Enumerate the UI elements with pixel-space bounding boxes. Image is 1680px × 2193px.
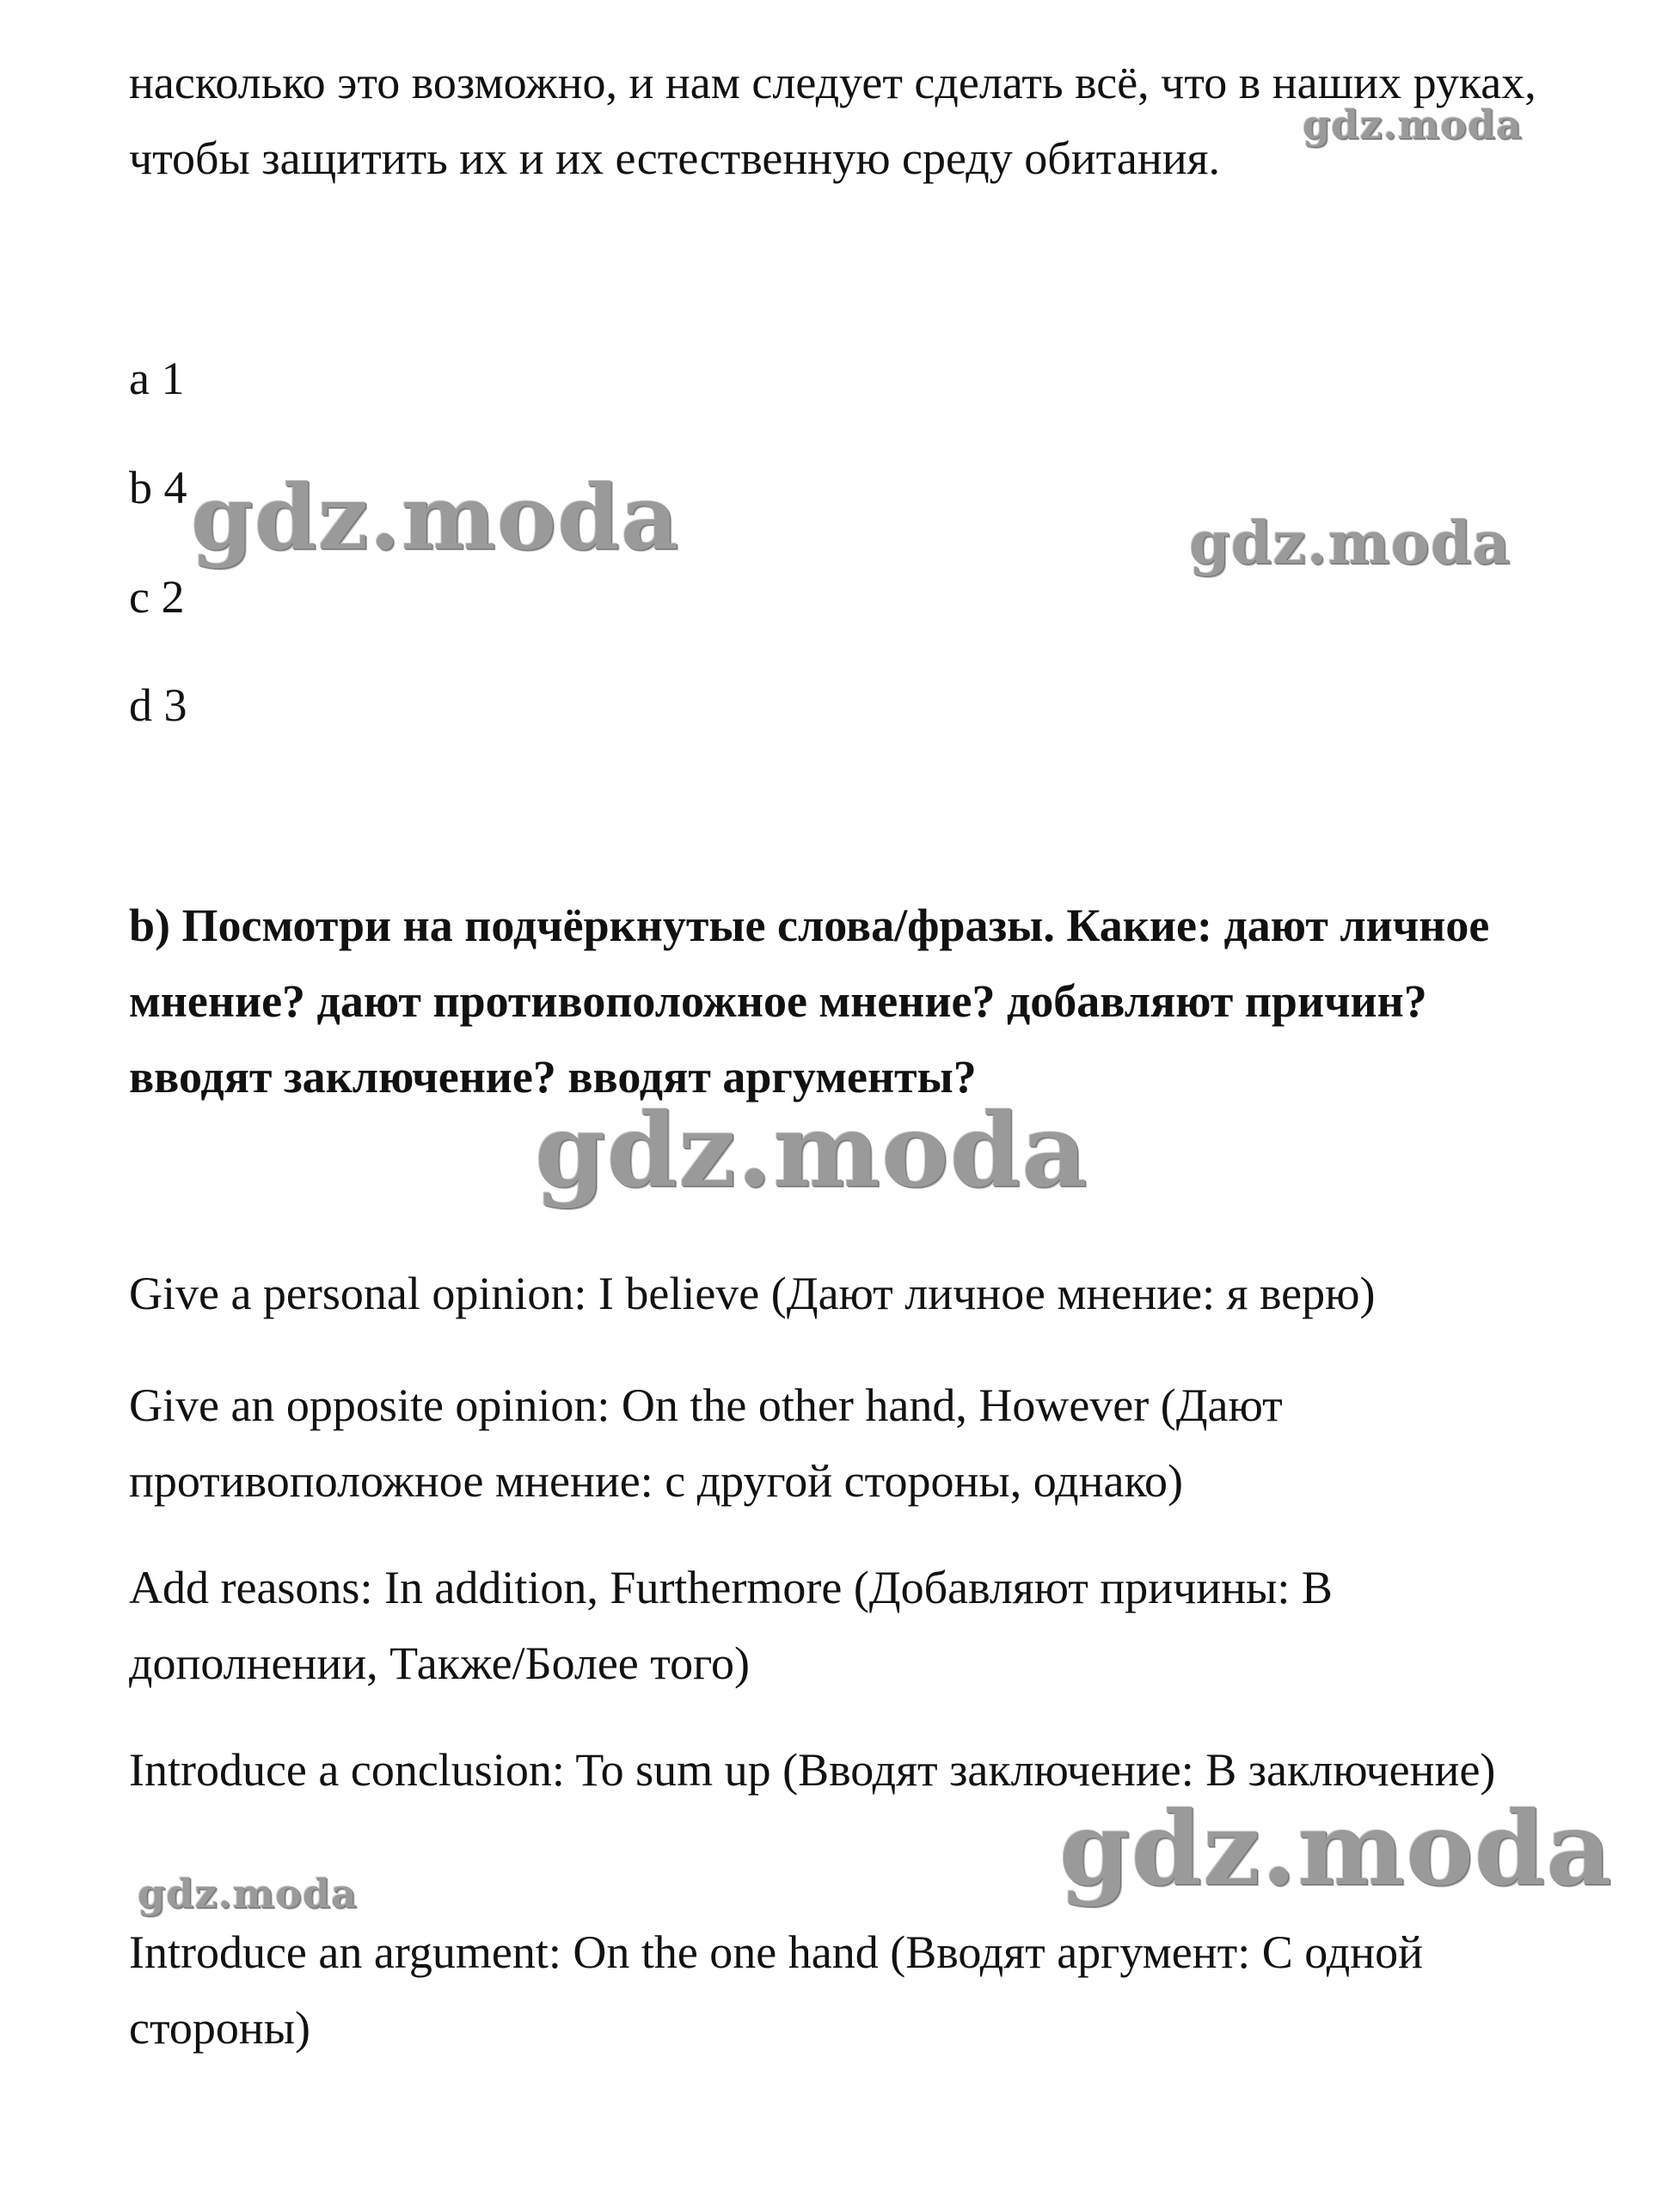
watermark-logo: gdz.moda <box>1189 509 1511 578</box>
item-conclusion: Introduce a conclusion: To sum up (Вводят заключение: В заключение) <box>129 1744 1496 1796</box>
watermark-logo: gdz.moda <box>1059 1789 1613 1908</box>
answer-c: c 2 <box>129 571 185 623</box>
answer-a: a 1 <box>129 353 185 404</box>
watermark-logo: gdz.moda <box>191 464 680 570</box>
watermark-logo: gdz.moda <box>535 1090 1088 1210</box>
intro-paragraph: насколько это возможно, и нам следует сделать всё, что в наших руках, чтобы защитить их и их естественную среду обитания. <box>129 57 1536 184</box>
item-personal-opinion: Give a personal opinion: I believe (Дают личное мнение: я верю) <box>129 1268 1376 1319</box>
item-argument: Introduce an argument: On the one hand (Вводят аргумент: С одной стороны) <box>129 1926 1423 2054</box>
answer-d: d 3 <box>129 679 187 731</box>
task-b-heading: b) Посмотри на подчёркнутые слова/фразы. Какие: дают личное мнение? дают противоположное мнение? добавляют причин? вводят заключение? вводят аргументы? <box>129 900 1490 1103</box>
watermark-logo: gdz.moda <box>138 1870 358 1917</box>
watermark-logo: gdz.moda <box>1303 101 1523 148</box>
item-add-reasons: Add reasons: In addition, Furthermore (Добавляют причины: В дополнении, Также/Более того) <box>129 1562 1333 1689</box>
answer-b: b 4 <box>129 462 187 513</box>
item-opposite-opinion: Give an opposite opinion: On the other hand, However (Дают противоположное мнение: с другой стороны, однако) <box>129 1379 1283 1507</box>
